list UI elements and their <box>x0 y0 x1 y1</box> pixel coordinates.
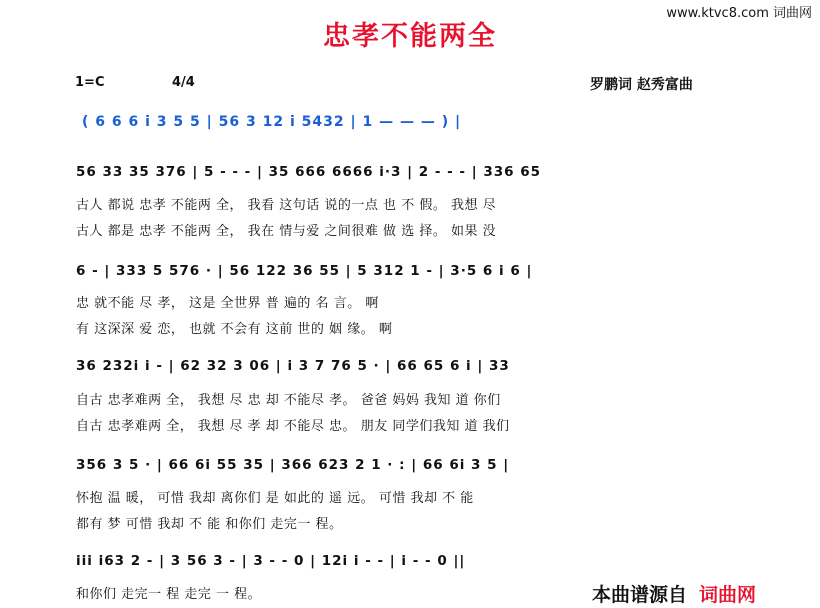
lyric-line-3b: 自古 忠孝难两 全， 我想 尽 孝 却 不能尽 忠。 朋友 同学们我知 道 我们 <box>76 419 510 434</box>
key-signature: 1=C <box>75 75 105 90</box>
notation-line-4: 356 3 5 · | 66 6i 55 35 | 366 623 2 1 · : | 66 6i 3 5 | <box>76 457 510 473</box>
credits: 罗鹏词 赵秀富曲 <box>590 77 693 93</box>
lyric-line-4a: 怀抱 温 暖， 可惜 我却 离你们 是 如此的 遥 远。 可惜 我却 不 能 <box>76 491 474 506</box>
lyric-line-2b: 有 这深深 爱 恋， 也就 不会有 这前 世的 姻 缘。 啊 <box>76 322 393 337</box>
song-title: 忠孝不能两全 <box>323 21 497 52</box>
lyric-line-1a: 古人 都说 忠孝 不能两 全， 我看 这句话 说的一点 也 不 假。 我想 尽 <box>76 198 497 213</box>
lyric-line-1b: 古人 都是 忠孝 不能两 全， 我在 情与爱 之间很难 做 选 择。 如果 没 <box>76 224 497 239</box>
notation-line-2: 6 - | 333 5 576 · | 56 122 36 55 | 5 312 1 - | 3·5 6 i 6 | <box>76 263 533 279</box>
footer-text: 本曲谱源自 <box>592 584 688 606</box>
prelude-notation: ( 6 6 6 i 3 5 5 | 56 3 12 i 5432 | 1 — — — ) | <box>82 114 462 130</box>
lyric-line-2a: 忠 就不能 尽 孝， 这是 全世界 普 遍的 名 言。 啊 <box>76 296 379 311</box>
source-footer <box>592 580 756 607</box>
lyric-line-4b: 都有 梦 可惜 我却 不 能 和你们 走完一 程。 <box>76 517 343 532</box>
notation-line-1: 56 33 35 376 | 5 - - - | 35 666 6666 i·3 | 2 - - - | 336 65 <box>76 164 542 180</box>
notation-line-3: 36 232i i - | 62 32 3 06 | i 3 7 76 5 · | 66 65 6 i | 33 <box>76 358 510 374</box>
lyric-line-3a: 自古 忠孝难两 全， 我想 尽 忠 却 不能尽 孝。 爸爸 妈妈 我知 道 你们 <box>76 393 501 408</box>
site-watermark: www.ktvc8.com 词曲网 <box>666 6 812 21</box>
time-signature: 4/4 <box>172 75 195 90</box>
notation-line-5: iii i63 2 - | 3 56 3 - | 3 - - 0 | 12i i - - | i - - 0 || <box>76 553 466 569</box>
footer-brand: 词曲网 <box>699 584 757 606</box>
lyric-line-5a: 和你们 走完一 程 走完 一 程。 <box>76 587 262 602</box>
